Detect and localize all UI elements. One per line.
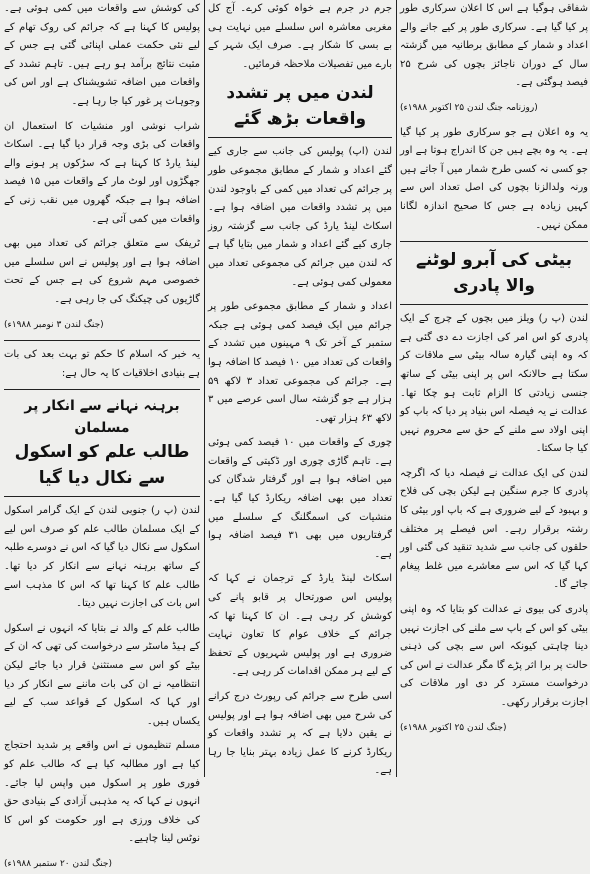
source-citation: (روزنامہ جنگ لندن ۲۵ اکتوبر ۱۹۸۸ء) <box>400 102 538 113</box>
divider <box>208 137 392 138</box>
column-middle <box>208 0 392 777</box>
article-paragraph: اسی طرح سے جرائم کی رپورٹ درج کرانے کی شرح میں بھی اضافہ ہوا ہے اور پولیس نے یقین دلایا ہے کہ پر تشدد واقعات کو ریکارڈ کرنے کا عمل زیادہ بہتر بنایا جا رہا ہے۔ <box>208 691 392 777</box>
column-divider-right <box>396 0 397 777</box>
article-paragraph: چوری کے واقعات میں ۱۰ فیصد کمی ہوئی ہے۔ تاہم گاڑی چوری اور ڈکیتی کے واقعات میں اضافہ ہوا ہے اور گرفتار شدگان کی تعداد میں بھی اضافہ ریکارڈ کیا گیا ہے۔ منشیات کی اسمگلنگ کے سلسلے میں گرفتاریوں میں بھی ۳۱ فیصد اضافہ ہوا ہے۔ <box>208 437 393 560</box>
divider <box>4 496 200 497</box>
article-paragraph: لندن (پ ر) جنوبی لندن کے ایک گرامر اسکول کے ایک مسلمان طالب علم کو صرف اس لیے اسکول سے نکال دیا گیا کہ اس نے دوسرے طلبہ کے ساتھ برہنہ نہانے سے انکار کر دیا تھا۔ طالب علم کا کہنا تھا کہ اس کا مذہب اسے اس بات کی اجازت نہیں دیتا۔ <box>4 505 200 610</box>
article-paragraph: مسلم تنظیموں نے اس واقعے پر شدید احتجاج کیا ہے اور مطالبہ کیا ہے کہ طالب علم کو فوری طور پر اسکول میں واپس لیا جائے۔ انہوں نے کہا کہ یہ مذہبی آزادی کے بنیادی حق کی خلاف ورزی ہے اور حکومت کو اس کا نوٹس لینا چاہیے۔ <box>4 740 200 845</box>
column-right <box>400 0 588 777</box>
source-citation: (جنگ لندن ۳ نومبر ۱۹۸۸ء) <box>4 319 104 330</box>
article-paragraph: جرم در جرم ہے خواہ کوئی کرے۔ آج کل مغربی معاشرہ اس سلسلے میں نہایت ہی بے بسی کا شکار ہے۔ صرف ایک شہر کے بارے میں تفصیلات ملاحظہ فرمائیں۔ <box>208 3 392 70</box>
article-paragraph: لندن (اپ) پولیس کی جانب سے جاری کیے گئے اعداد و شمار کے مطابق مجموعی طور پر جرائم کی تعداد میں کمی کے باوجود لندن میں پر تشدد واقعات میں اضافہ ہوا ہے۔ اسکاٹ لینڈ یارڈ کی جانب سے گزشتہ روز جاری کیے گئے اعداد و شمار میں بتایا گیا ہے کہ لندن میں جرائم کی مجموعی تعداد میں معمولی کمی ہوئی ہے۔ <box>208 146 392 288</box>
article-paragraph: شراب نوشی اور منشیات کا استعمال ان واقعات کی بڑی وجہ قرار دیا گیا ہے۔ اسکاٹ لینڈ یارڈ کا کہنا ہے کہ سڑکوں پر ہونے والے جھگڑوں اور لوٹ مار کے واقعات میں ۱۵ فیصد اضافہ ہوا ہے جبکہ گھروں میں نقب زنی کے واقعات میں کمی آئی ہے۔ <box>4 120 200 225</box>
article-paragraph: پادری کی بیوی نے عدالت کو بتایا کہ وہ اپنی بیٹی کو اس کے باپ سے ملنے کی اجازت نہیں دینا چاہتی کیونکہ اس سے بچی کی ذہنی حالت پر برا اثر پڑے گا مگر عدالت نے اس کی درخواست مسترد کر دی اور ملاقات کی اجازت برقرار رکھی۔ <box>400 604 588 708</box>
article-paragraph: اسکاٹ لینڈ یارڈ کے ترجمان نے کہا کہ پولیس اس صورتحال پر قابو پانے کی کوشش کر رہی ہے۔ ان کا کہنا تھا کہ جرائم کے خلاف عوام کا تعاون نہایت ضروری ہے اور پولیس شہریوں کے تحفظ کے لیے ہر ممکن اقدامات کر رہی ہے۔ <box>208 573 392 678</box>
headline-priest: بیٹی کی آبرو لوٹنے والا پادری <box>416 250 572 297</box>
headline-london-violence: لندن میں پر تشدد واقعات بڑھ گئے <box>226 83 374 130</box>
article-paragraph: طالب علم کے والد نے بتایا کہ انہوں نے اسکول کے ہیڈ ماسٹر سے درخواست کی تھی کہ ان کے بیٹے کو اس سے مستثنیٰ قرار دیا جائے لیکن انتظامیہ نے ان کی بات ماننے سے انکار کر دیا اور کہا کہ اسکول کے قواعد سب کے لیے یکساں ہیں۔ <box>4 622 200 727</box>
divider <box>400 304 588 305</box>
column-divider-left <box>204 0 205 777</box>
article-paragraph: شفاقی ہوگیا ہے اس کا اعلان سرکاری طور پر کیا گیا ہے۔ سرکاری طور پر کیے جانے والے اعداد و شمار کے مطابق برطانیہ میں گزشتہ سال کے دوران ناجائز بچوں کی شرح ۲۵ فیصد ہوگئی ہے۔ <box>400 3 588 89</box>
article-paragraph: لندن کی ایک عدالت نے فیصلہ دیا کہ اگرچہ پادری کا جرم سنگین ہے لیکن بچی کی فلاح و بہبود کے لیے ضروری ہے کہ باپ اور بیٹی کا رشتہ برقرار رہے۔ اس فیصلے پر مختلف حلقوں کی جانب سے شدید تنقید کی گئی اور کہا گیا کہ اس سے معاشرے میں غلط پیغام جائے گا۔ <box>400 467 588 591</box>
divider <box>400 241 588 242</box>
article-paragraph: ٹریفک سے متعلق جرائم کی تعداد میں بھی اضافہ ہوا ہے اور پولیس نے اس سلسلے میں خصوصی مہم شروع کی ہے جس کے تحت گاڑیوں کی چیکنگ کی جا رہی ہے۔ <box>4 238 200 305</box>
divider <box>4 389 200 390</box>
article-paragraph: کی کوشش سے واقعات میں کمی ہوئی ہے۔ پولیس کا کہنا ہے کہ جرائم کی روک تھام کے لیے نئی حکمت عملی اپنائی گئی ہے جس کے مثبت نتائج برآمد ہو رہے ہیں۔ تاہم تشدد کے واقعات میں اضافہ تشویشناک ہے اور اس کی وجوہات پر غور کیا جا رہا ہے۔ <box>4 3 200 107</box>
headline-muslim-student-line2: طالب علم کو اسکول سے نکال دیا گیا <box>14 442 190 489</box>
headline-muslim-student-line1: برہنہ نہانے سے انکار پر مسلمان <box>24 398 180 437</box>
editor-note: یہ خبر کہ اسلام کا حکم تو بہت بعد کی بات ہے بنیادی اخلاقیات کا یہ حال ہے: <box>4 349 200 379</box>
article-paragraph: اعداد و شمار کے مطابق مجموعی طور پر جرائم میں ایک فیصد کمی ہوئی ہے جبکہ ستمبر کے آخر تک ۹ مہینوں میں تشدد کے واقعات کی تعداد میں ۱۰ فیصد کا اضافہ ہوا ہے۔ جرائم کی مجموعی تعداد ۳ لاکھ ۵۹ ہزار ہے جو گزشتہ سال اسی عرصے میں ۳ لاکھ ۶۳ ہزار تھی۔ <box>208 301 392 424</box>
source-citation: (جنگ لندن ۲۵ اکتوبر ۱۹۸۸ء) <box>400 722 507 733</box>
divider <box>4 340 200 341</box>
article-paragraph: لندن (پ ر) ویلز میں بچوں کے چرچ کے ایک پادری کو اس امر کی اجازت دے دی گئی ہے کہ وہ اپنی گیارہ سالہ بیٹی سے ملاقات کر سکتا ہے حالانکہ اس پر اپنی بیٹی کے ساتھ جنسی زیادتی کا الزام ثابت ہو چکا تھا۔ عدالت نے یہ فیصلہ اس بنیاد پر دیا کہ باپ کو اپنی اولاد سے ملنے کے حق سے محروم نہیں کیا جا سکتا۔ <box>400 313 588 455</box>
column-left <box>4 0 200 869</box>
source-citation: (جنگ لندن ۲۰ ستمبر ۱۹۸۸ء) <box>4 858 112 869</box>
article-paragraph: یہ وہ اعلان ہے جو سرکاری طور پر کیا گیا ہے۔ یہ وہ بچے ہیں جن کا اندراج ہوتا ہے اور جو کسی نہ کسی طرح شمار میں آ جاتے ہیں ورنہ ولدالزنا بچوں کی اصل تعداد اس سے کہیں زیادہ ہے جس کا صحیح اندازہ لگانا ممکن نہیں۔ <box>400 126 588 231</box>
